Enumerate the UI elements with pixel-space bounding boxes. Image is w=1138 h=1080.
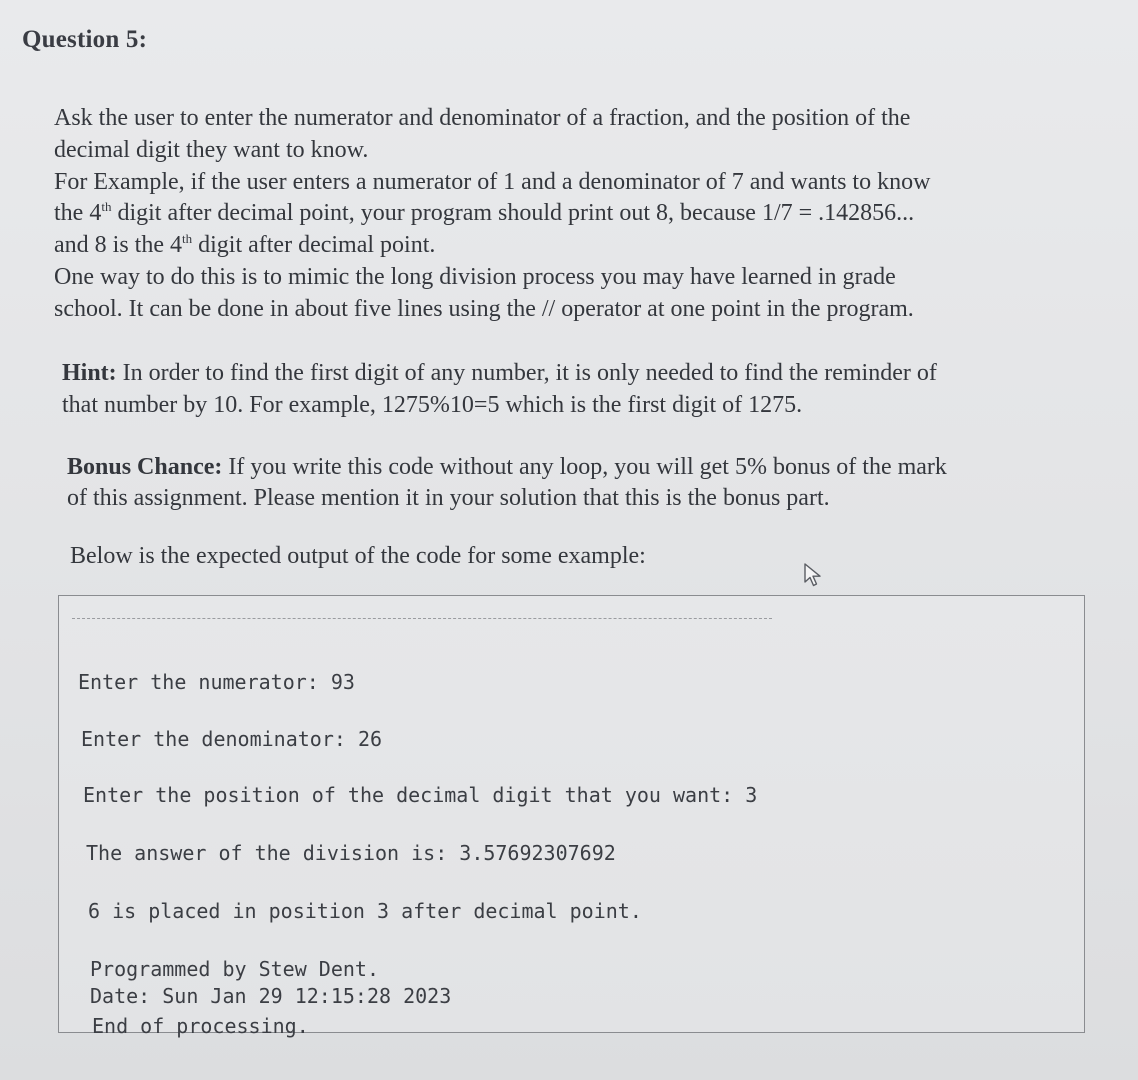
- bonus-text-1: If you write this code without any loop, you will get 5% bonus of the mark: [222, 454, 947, 480]
- ordinal-suffix: th: [181, 231, 193, 247]
- intro-line-1: Ask the user to enter the numerator and denominator of a fraction, and the position of the: [54, 105, 911, 131]
- output-denominator-line: Enter the denominator: 26: [81, 727, 383, 751]
- bonus-paragraph: [67, 452, 1087, 514]
- output-numerator-line: Enter the numerator: 93: [78, 670, 355, 694]
- bonus-line-1: [67, 452, 1087, 483]
- bonus-line-2: of this assignment. Please mention it in your solution that this is the bonus part.: [67, 485, 830, 511]
- output-programmed-line: Programmed by Stew Dent.: [90, 957, 379, 981]
- intro-line-6: One way to do this is to mimic the long division process you may have learned in grade: [54, 263, 896, 290]
- output-answer-line: The answer of the division is: 3.57692307692: [86, 841, 616, 865]
- intro-line-2: decimal digit they want to know.: [54, 136, 369, 163]
- dashed-divider: [72, 618, 772, 619]
- output-date-line: Date: Sun Jan 29 12:15:28 2023: [90, 984, 452, 1008]
- console-output-box: [58, 595, 1085, 1038]
- intro-line-4: [54, 198, 1084, 230]
- expected-output-intro: Below is the expected output of the code for some example:: [70, 543, 646, 569]
- hint-paragraph: [62, 357, 1082, 421]
- mouse-pointer-icon: [803, 562, 825, 588]
- hint-line-2: that number by 10. For example, 1275%10=5 which is the first digit of 1275.: [62, 392, 803, 418]
- intro-line-3: For Example, if the user enters a numerator of 1 and a denominator of 7 and wants to know: [54, 168, 931, 195]
- hint-label: Hint:: [62, 360, 117, 386]
- question-title: Question 5:: [22, 26, 148, 53]
- question-description: [54, 103, 1084, 326]
- intro-line-5: [54, 230, 1084, 262]
- output-end-line: End of processing.: [92, 1014, 309, 1038]
- ordinal-suffix: th: [101, 199, 112, 215]
- intro-line-5-pre: and 8 is the 4: [54, 232, 182, 259]
- hint-line-1: [62, 357, 1082, 389]
- hint-text-1: In order to find the first digit of any number, it is only needed to find the reminder of: [116, 360, 937, 386]
- output-placed-line: 6 is placed in position 3 after decimal point.: [88, 899, 642, 923]
- bonus-label: Bonus Chance:: [67, 454, 223, 480]
- intro-line-7: school. It can be done in about five lines using the // operator at one point in the program.: [54, 295, 914, 322]
- intro-line-5-post: digit after decimal point.: [192, 232, 436, 259]
- intro-line-4-pre: the 4: [54, 200, 102, 227]
- intro-line-4-post: digit after decimal point, your program should print out 8, because 1/7 = .142856...: [111, 200, 915, 227]
- output-position-line: Enter the position of the decimal digit that you want: 3: [83, 783, 758, 807]
